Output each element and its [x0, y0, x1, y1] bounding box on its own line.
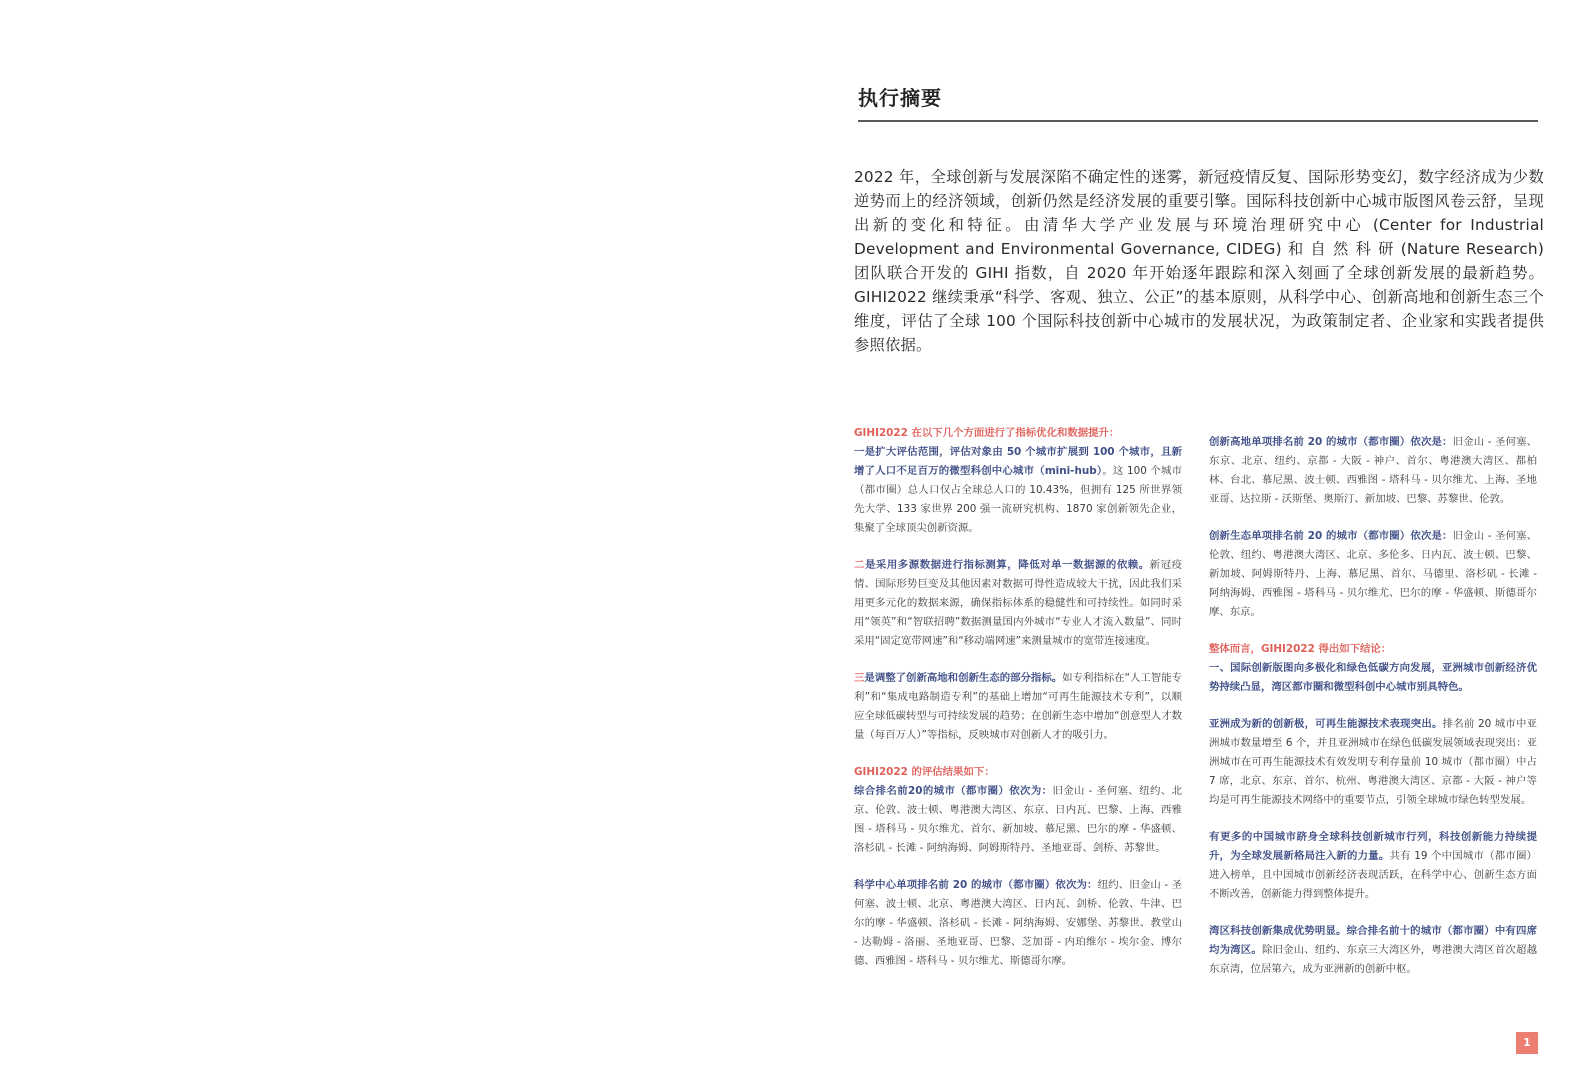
china-text: 共有 19 个中国城市（都市圈）进入榜单，且中国城市创新经济表现活跃，在科学中心、创新生态方面不断改善，创新能力得到整体提升。 [1209, 850, 1538, 900]
ecosystem-ranking [1209, 527, 1537, 622]
intro-paragraph: 2022 年，全球创新与发展深陷不确定性的迷雾，新冠疫情反复、国际形势变幻，数字经济成为少数逆势而上的经济领域，创新仍然是经济发展的重要引擎。国际科技创新中心城市版图风卷云舒，呈现出新的变化和特征。由清华大学产业发展与环境治理研究中心 (Center for Industrial Development and Environmental Governance, CIDEG) 和 自 然 科 研 (Nature Research) 团队联合开发的 GIHI 指数，自 2020 年开始逐年跟踪和深入刻画了全球创新发展的最新趋势。GIHI2022 继续秉承“科学、客观、独立、公正”的基本原则，从科学中心、创新高地和创新生态三个维度，评估了全球 100 个国际科技创新中心城市的发展状况，为政策制定者、企业家和实践者提供参照依据。 [854, 168, 1544, 354]
point-three-number: 三 [854, 672, 865, 684]
point-one-text: 。这 100 个城市（都市圈）总人口仅占全球总人口的 10.43%，但拥有 125 所世界领先大学、133 家世界 200 强一流研究机构、1870 家创新领先企业，集聚了全球顶尖创新资源。 [854, 465, 1182, 534]
conclusion-heading: 整体而言，GIHI2022 得出如下结论： [1209, 643, 1392, 655]
china-paragraph [1209, 828, 1537, 904]
optimization-heading: GIHI2022 在以下几个方面进行了指标优化和数据提升： [854, 427, 1120, 439]
point-two-number: 二 [854, 559, 865, 571]
science-ranking-bold: 科学中心单项排名前 20 的城市（都市圈）依次为： [854, 879, 1098, 891]
results-heading: GIHI2022 的评估结果如下： [854, 766, 995, 778]
point-one-bold: 一是扩大评估范围，评估对象由 50 个城市扩展到 100 个城市，且新增了人口不足百万的微型科创中心城市（mini-hub） [854, 446, 1182, 477]
bay-area-text: 除旧金山、纽约、东京三大湾区外，粤港澳大湾区首次超越东京湾，位居第六，成为亚洲新的创新中枢。 [1209, 944, 1537, 975]
conclusion-section [1209, 640, 1537, 697]
ecosystem-ranking-text: 旧金山 - 圣何塞、伦敦、纽约、粤港澳大湾区、北京、多伦多、日内瓦、波士顿、巴黎、新加坡、阿姆斯特丹、上海、慕尼黑、首尔、马德里、洛杉矶 - 长滩 - 阿纳海姆、西雅图 - 塔科马 - 贝尔维尤、巴尔的摩 - 华盛顿、斯德哥尔摩、东京。 [1209, 530, 1537, 618]
page-number-badge: 1 [1516, 1032, 1538, 1054]
point-three [854, 669, 1182, 745]
results-section [854, 763, 1182, 858]
page-title: 执行摘要 [858, 86, 942, 110]
bay-area-bold: 湾区科技创新集成优势明显。综合排名前十的城市（都市圈）中有四席均为湾区。 [1209, 925, 1537, 956]
science-ranking-text: 纽约、旧金山 - 圣何塞、波士顿、北京、粤港澳大湾区、日内瓦、剑桥、伦敦、牛津、巴尔的摩 - 华盛顿、洛杉矶 - 长滩 - 阿纳海姆、安娜堡、苏黎世、教堂山 - 达勒姆 - 洛丽、圣地亚哥、巴黎、芝加哥 - 内珀维尔 - 埃尔金、博尔德、西雅图 - 塔科马 - 贝尔维尤、斯德哥尔摩。 [854, 879, 1182, 967]
asia-paragraph [1209, 715, 1537, 810]
innovation-highland-ranking [1209, 433, 1537, 509]
science-ranking [854, 876, 1182, 971]
right-column [1209, 433, 1537, 979]
point-three-bold: 是调整了创新高地和创新生态的部分指标。 [864, 672, 1063, 684]
ecosystem-ranking-bold: 创新生态单项排名前 20 的城市（都市圈）依次是： [1209, 530, 1453, 542]
point-two-bold: 是采用多源数据进行指标测算，降低对单一数据源的依赖。 [864, 559, 1150, 571]
highland-ranking-text: 旧金山 - 圣何塞、东京、北京、纽约、京都 - 大阪 - 神户、首尔、粤港澳大湾区、都柏林、台北、慕尼黑、波士顿、西雅图 - 塔科马 - 贝尔维尤、上海、圣地亚哥、达拉斯 - 沃斯堡、奥斯汀、新加坡、巴黎、苏黎世、伦敦。 [1209, 436, 1537, 505]
point-two-text: 新冠疫情、国际形势巨变及其他因素对数据可得性造成较大干扰，因此我们采用更多元化的数据来源，确保指标体系的稳健性和可持续性。如同时采用“领英”和“智联招聘”数据测量国内外城市“专业人才流入数量”、同时采用“固定宽带网速”和“移动端网速”来测量城市的宽带连接速度。 [854, 559, 1183, 647]
bay-area-paragraph [1209, 922, 1537, 979]
overall-ranking-text: 旧金山 - 圣何塞、纽约、北京、伦敦、波士顿、粤港澳大湾区、东京、日内瓦、巴黎、上海、西雅图 - 塔科马 - 贝尔维尤、首尔、新加坡、慕尼黑、巴尔的摩 - 华盛顿、洛杉矶 - 长滩 - 阿纳海姆、阿姆斯特丹、圣地亚哥、剑桥、苏黎世。 [854, 785, 1182, 854]
point-three-text: 如专利指标在“人工智能专利”和“集成电路制造专利”的基础上增加“可再生能源技术专利”，以顺应全球低碳转型与可持续发展的趋势；在创新生态中增加“创意型人才数量（每百万人）”等指标，反映城市对创新人才的吸引力。 [854, 672, 1183, 741]
asia-bold: 亚洲成为新的创新极，可再生能源技术表现突出。 [1209, 718, 1443, 730]
overall-ranking-bold: 综合排名前20的城市（都市圈）依次为： [854, 785, 1053, 797]
optimization-section [854, 424, 1182, 538]
left-column [854, 424, 1182, 971]
highland-ranking-bold: 创新高地单项排名前 20 的城市（都市圈）依次是： [1209, 436, 1453, 448]
asia-text: 排名前 20 城市中亚洲城市数量增至 6 个，并且亚洲城市在绿色低碳发展领域表现突出：亚洲城市在可再生能源技术有效发明专利存量前 10 城市（都市圈）中占 7 席，北京、东京、首尔、杭州、粤港澳大湾区、京都 - 大阪 - 神户等均是可再生能源技术网络中的重要节点，引领全球城市绿色转型发展。 [1209, 718, 1538, 806]
china-bold: 有更多的中国城市跻身全球科技创新城市行列，科技创新能力持续提升，为全球发展新格局注入新的力量。 [1209, 831, 1537, 862]
title-divider [858, 120, 1538, 122]
conclusion-one-bold: 一、国际创新版图向多极化和绿色低碳方向发展，亚洲城市创新经济优势持续凸显，湾区都市圈和微型科创中心城市别具特色。 [1209, 662, 1537, 693]
point-two [854, 556, 1182, 651]
